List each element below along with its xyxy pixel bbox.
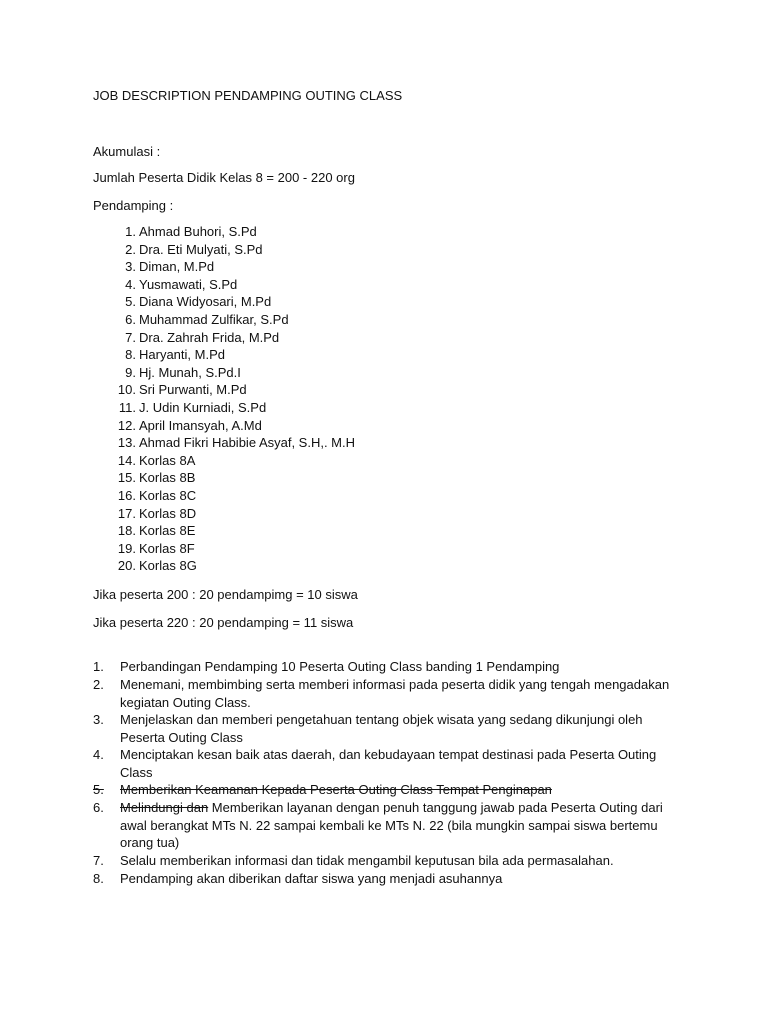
pendamping-name: Dra. Eti Mulyati, S.Pd	[139, 241, 263, 257]
pendamping-number: 5.	[125, 294, 136, 310]
pendamping-name: Korlas 8F	[139, 540, 195, 556]
struck-prefix: Melindungi dan	[120, 800, 209, 815]
pendamping-name: Korlas 8A	[139, 452, 196, 468]
pendamping-number: 8.	[125, 347, 136, 363]
calc-220: Jika peserta 220 : 20 pendamping = 11 siswa	[93, 615, 354, 630]
jumlah-peserta: Jumlah Peserta Didik Kelas 8 = 200 - 220 org	[93, 170, 355, 185]
pendamping-number: 7.	[125, 329, 136, 345]
pendamping-name: Korlas 8B	[139, 470, 196, 486]
duty-number: 8.	[93, 871, 104, 886]
duty-number: 1.	[93, 659, 104, 674]
pendamping-name: Ahmad Buhori, S.Pd	[139, 224, 257, 239]
duty-text-rest: Memberikan layanan dengan penuh tanggung jawab pada Peserta Outing dari awal berangkat MTs N. 22 sampai kembali ke MTs N. 22 (bila mungkin sampai siswa bertemu orang tua)	[120, 800, 663, 850]
pendamping-number: 14.	[117, 452, 136, 468]
pendamping-number: 4.	[125, 276, 136, 292]
duty-number: 2.	[93, 677, 104, 692]
duty-text: Memberikan Keamanan Kepada Peserta Outing Class Tempat Penginapan	[120, 782, 552, 797]
pendamping-name: Sri Purwanti, M.Pd	[139, 382, 247, 398]
pendamping-number: 2.	[125, 241, 136, 257]
pendamping-name: Muhammad Zulfikar, S.Pd	[139, 312, 289, 327]
pendamping-name: Korlas 8E	[139, 523, 196, 539]
pendamping-name: April Imansyah, A.Md	[139, 417, 262, 433]
duty-text: Selalu memberikan informasi dan tidak mengambil keputusan bila ada permasalahan.	[120, 853, 614, 868]
pendamping-number: 17.	[117, 505, 136, 521]
pendamping-name: Yusmawati, S.Pd	[139, 276, 238, 292]
pendamping-number: 11.	[118, 400, 136, 415]
document-title: JOB DESCRIPTION PENDAMPING OUTING CLASS	[93, 88, 403, 103]
duty-text: Menjelaskan dan memberi pengetahuan tentang objek wisata yang sedang dikunjungi oleh Peserta Outing Class	[120, 712, 643, 745]
pendamping-name: Hj. Munah, S.Pd.I	[139, 364, 241, 380]
duty-number: 3.	[93, 712, 104, 727]
pendamping-label: Pendamping :	[93, 198, 174, 213]
pendamping-number: 13.	[117, 435, 136, 451]
pendamping-name: Korlas 8G	[139, 558, 197, 574]
pendamping-number: 18.	[117, 523, 136, 539]
pendamping-name: Korlas 8C	[139, 488, 197, 503]
duty-text: Menciptakan kesan baik atas daerah, dan kebudayaan tempat destinasi pada Peserta Outing Class	[120, 747, 657, 780]
duty-text: Perbandingan Pendamping 10 Peserta Outing Class banding 1 Pendamping	[120, 659, 560, 674]
pendamping-number: 19.	[117, 540, 136, 556]
pendamping-name: Diana Widyosari, M.Pd	[139, 294, 272, 310]
duty-number: 4.	[93, 747, 104, 762]
calc-200: Jika peserta 200 : 20 pendampimg = 10 siswa	[93, 587, 358, 602]
pendamping-number: 3.	[125, 259, 136, 275]
pendamping-number: 10.	[117, 382, 136, 398]
akumulasi-label: Akumulasi :	[93, 144, 161, 159]
duty-number: 6.	[93, 800, 104, 815]
pendamping-number: 20.	[117, 558, 136, 574]
pendamping-name: Diman, M.Pd	[139, 259, 215, 275]
pendamping-number: 16.	[117, 488, 136, 503]
duty-number: 7.	[93, 853, 104, 868]
duty-text: Pendamping akan diberikan daftar siswa yang menjadi asuhannya	[120, 871, 503, 886]
pendamping-number: 15.	[117, 470, 136, 486]
pendamping-name: Haryanti, M.Pd	[139, 347, 225, 363]
pendamping-name: Korlas 8D	[139, 505, 197, 521]
pendamping-name: J. Udin Kurniadi, S.Pd	[139, 400, 267, 415]
pendamping-number: 12.	[117, 417, 136, 433]
pendamping-number: 9.	[125, 364, 136, 380]
pendamping-number: 6.	[125, 312, 136, 327]
pendamping-name: Ahmad Fikri Habibie Asyaf, S.H,. M.H	[139, 435, 356, 451]
duty-text	[120, 799, 680, 852]
pendamping-number: 1.	[125, 224, 136, 239]
duty-number: 5.	[93, 782, 104, 797]
duty-text: Menemani, membimbing serta memberi informasi pada peserta didik yang tengah mengadakan kegiatan Outing Class.	[120, 677, 670, 710]
pendamping-name: Dra. Zahrah Frida, M.Pd	[139, 329, 280, 345]
